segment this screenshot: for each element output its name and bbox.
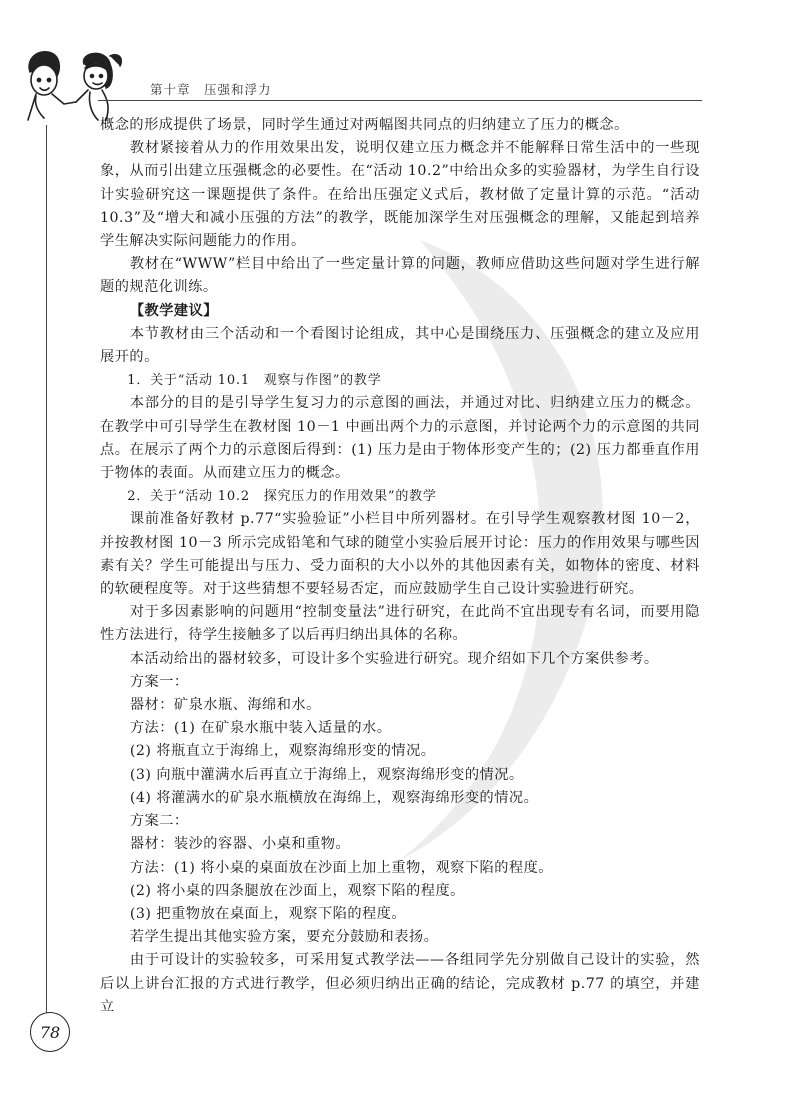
paragraph: 由于可设计的实验较多，可采用复式教学法——各组同学先分别做自己设计的实验，然后以上讲台汇报的方式进行教学，但必须归纳出正确的结论，完成教材 p.77 的填空，并建立 [100,952,700,1015]
paragraph: (3) 把重物放在桌面上，观察下陷的程度。 [129,905,407,922]
paragraph: (3) 向瓶中灌满水后再直立于海绵上，观察海绵形变的情况。 [129,766,524,783]
paragraph: (2) 将瓶直立于海绵上，观察海绵形变的情况。 [129,743,436,760]
paragraph: 2．关于“活动 10.2 探究压力的作用效果”的教学 [127,489,437,505]
paragraph: 概念的形成提供了场景，同时学生通过对两幅图共同点的归纳建立了压力的概念。 [100,117,629,133]
paragraph: 若学生提出其他实验方案，要充分鼓励和表扬。 [129,929,439,946]
paragraph: 对于多因素影响的问题用“控制变量法”进行研究，在此尚不宜出现专有名词，而要用隐性方法进行，待学生接触多了以后再归纳出具体的名称。 [100,604,700,644]
paragraph: 本部分的目的是引导学生复习力的示意图的画法，并通过对比、归纳建立压力的概念。在教学中可引导学生在教材图 10－1 中画出两个力的示意图，并讨论两个力的示意图的共同点。在展示了两个力的示意图后得到：(1) 压力是由于物体形变产生的；(2) 压力都垂直作用于物体的表面。从而建立压力的概念。 [100,395,700,482]
paragraph: 方法：(1) 将小桌的桌面放在沙面上加上重物，观察下陷的程度。 [129,859,553,876]
page-number-badge [30,1012,70,1052]
paragraph: (2) 将小桌的四条腿放在沙面上，观察下陷的程度。 [129,882,465,899]
body-text [100,114,700,1019]
paragraph: 课前准备好教材 p.77“实验验证”小栏目中所列器材。在引导学生观察教材图 10－2，并按教材图 10－3 所示完成铅笔和气球的随堂小实验后展开讨论：压力的作用效果与哪些因素有关？学生可能提出与压力、受力面积的大小以外的其他因素有关，如物体的密度、材料的软硬程度等。对于这些猜想不要轻易否定，而应鼓励学生自己设计实验进行研究。 [100,511,700,598]
page-number: 78 [39,1022,61,1042]
paragraph: 方案二： [129,813,189,830]
header-rule [98,100,702,101]
paragraph: 教材在“WWW”栏目中给出了一些定量计算的问题，教师应借助这些问题对学生进行解题的规范化训练。 [100,256,700,296]
paragraph: 方法：(1) 在矿泉水瓶中装入适量的水。 [129,720,392,737]
chapter-title: 第十章 压强和浮力 [150,82,272,97]
paragraph: (4) 将灌满水的矿泉水瓶横放在海绵上，观察海绵形变的情况。 [129,789,539,806]
paragraph: 本节教材由三个活动和一个看图讨论组成，其中心是围绕压力、压强概念的建立及应用展开的。 [100,325,700,366]
paragraph: 器材：装沙的容器、小桌和重物。 [129,836,351,853]
paragraph: 教材紧接着从力的作用效果出发，说明仅建立压力概念并不能解释日常生活中的一些现象，从而引出建立压强概念的必要性。在“活动 10.2”中给出众多的实验器材，为学生自行设计实验研究这一课题提供了条件。在给出压强定义式后，教材做了定量计算的示范。“活动 10.3”及“增大和减小压强的方法”的教学，既能加深学生对压强概念的理解，又能起到培养学生解决实际问题能力的作用。 [100,140,700,250]
paragraph: 本活动给出的器材较多，可设计多个实验进行研究。现介绍如下几个方案供参考。 [129,650,659,667]
paragraph: 【教学建议】 [129,302,218,319]
paragraph: 器材：矿泉水瓶、海绵和水。 [129,697,321,714]
paragraph: 1．关于“活动 10.1 观察与作图”的教学 [127,373,382,389]
margin-rule [46,125,47,1013]
paragraph: 方案一： [129,673,189,690]
